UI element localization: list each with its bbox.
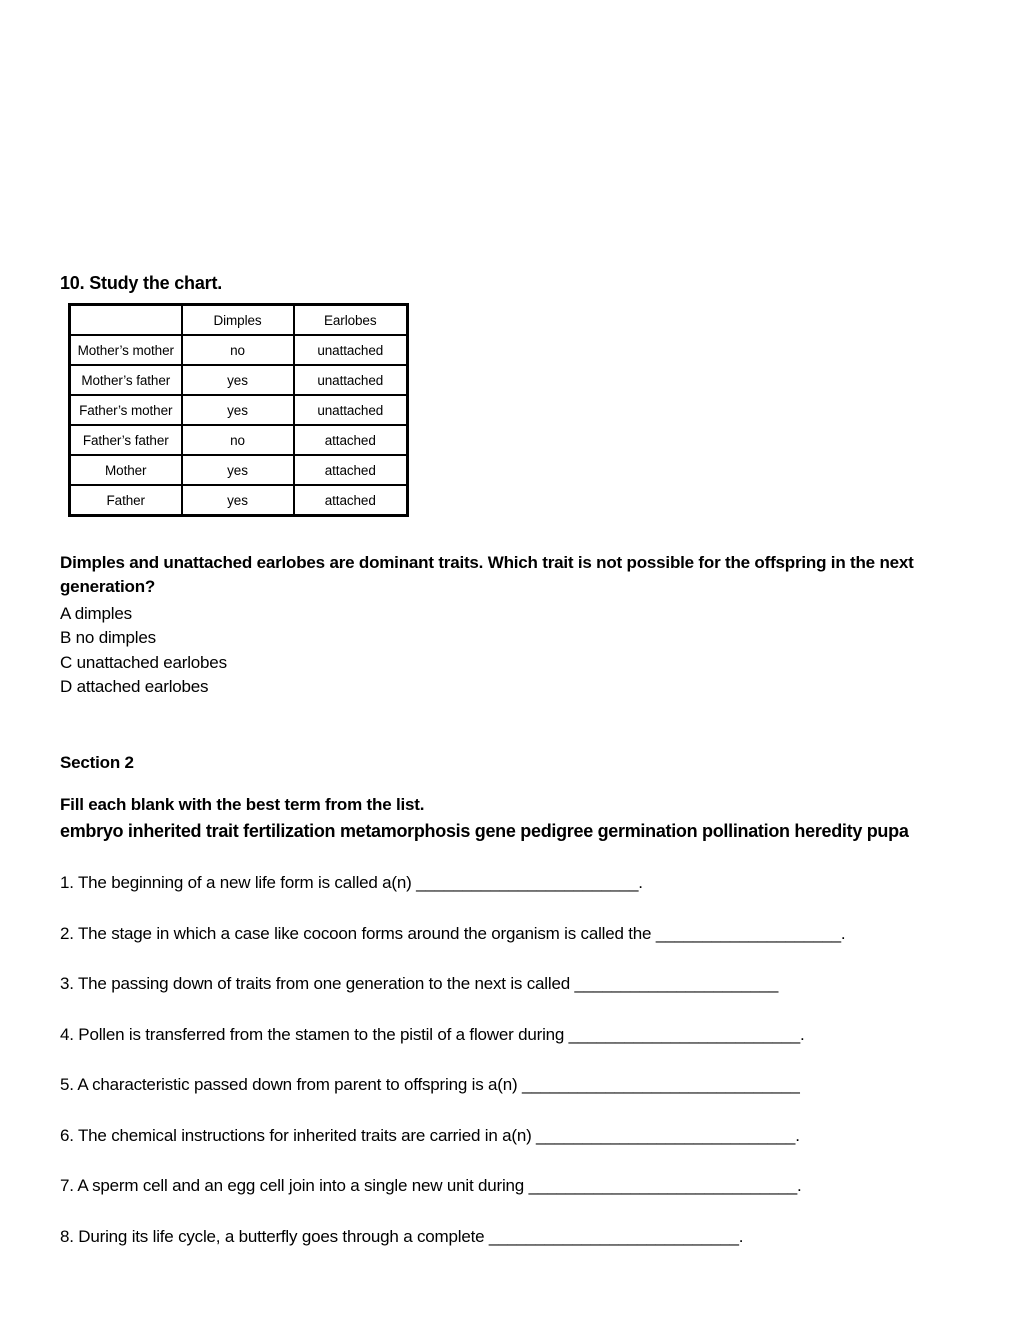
fill-blank-question-2: 2. The stage in which a case like cocoon forms around the organism is called the ____________________.: [60, 923, 846, 943]
table-row: [70, 425, 408, 455]
traits-table: [68, 303, 409, 517]
table-header-dimples: Dimples: [182, 305, 294, 336]
table-corner-cell: [70, 305, 182, 336]
row-label: Father: [70, 485, 182, 516]
table-row: [70, 335, 408, 365]
table-cell: yes: [182, 395, 294, 425]
option-b: B no dimples: [60, 628, 156, 648]
fill-blank-question-1: 1. The beginning of a new life form is called a(n) ________________________.: [60, 873, 643, 892]
table-cell: attached: [294, 455, 408, 485]
option-c: C unattached earlobes: [60, 652, 227, 672]
section-2-heading: Section 2: [60, 753, 134, 772]
table-cell: yes: [182, 365, 294, 395]
table-cell: no: [182, 335, 294, 365]
option-d: D attached earlobes: [60, 677, 209, 697]
option-a: A dimples: [60, 604, 132, 623]
table-cell: unattached: [294, 335, 408, 365]
table-cell: unattached: [294, 395, 408, 425]
fill-blank-question-6: 6. The chemical instructions for inherited traits are carried in a(n) ____________________________.: [60, 1125, 800, 1145]
table-cell: unattached: [294, 365, 408, 395]
table-row: [70, 455, 408, 485]
table-row: [70, 395, 408, 425]
table-cell: attached: [294, 425, 408, 455]
row-label: Mother’s father: [70, 365, 182, 395]
fill-blank-questions: [60, 872, 980, 1276]
table-cell: yes: [182, 455, 294, 485]
table-row: [70, 365, 408, 395]
fill-blank-instruction: Fill each blank with the best term from the list.: [60, 795, 425, 814]
fill-blank-question-8: 8. During its life cycle, a butterfly goes through a complete ___________________________.: [60, 1226, 744, 1246]
fill-blank-question-5: 5. A characteristic passed down from parent to offspring is a(n) ______________________________: [60, 1075, 800, 1094]
row-label: Father’s father: [70, 425, 182, 455]
question-10-prompt: Dimples and unattached earlobes are dominant traits. Which trait is not possible for the offspring in the next generation?: [60, 553, 914, 596]
fill-blank-question-3: 3. The passing down of traits from one generation to the next is called ______________________: [60, 974, 779, 993]
row-label: Mother: [70, 455, 182, 485]
fill-blank-question-4: 4. Pollen is transferred from the stamen to the pistil of a flower during _________________________.: [60, 1024, 805, 1044]
answer-options: [60, 602, 227, 700]
row-label: Father’s mother: [70, 395, 182, 425]
row-label: Mother’s mother: [70, 335, 182, 365]
table-row: [70, 485, 408, 516]
fill-blank-question-7: 7. A sperm cell and an egg cell join into a single new unit during _____________________________.: [60, 1176, 802, 1195]
table-header-row: [70, 305, 408, 336]
question-10-heading: 10. Study the chart.: [60, 273, 223, 293]
table-cell: attached: [294, 485, 408, 516]
table-header-earlobes: Earlobes: [294, 305, 408, 336]
term-word-list: embryo inherited trait fertilization metamorphosis gene pedigree germination pollination heredity pupa: [60, 821, 909, 841]
table-cell: yes: [182, 485, 294, 516]
table-cell: no: [182, 425, 294, 455]
